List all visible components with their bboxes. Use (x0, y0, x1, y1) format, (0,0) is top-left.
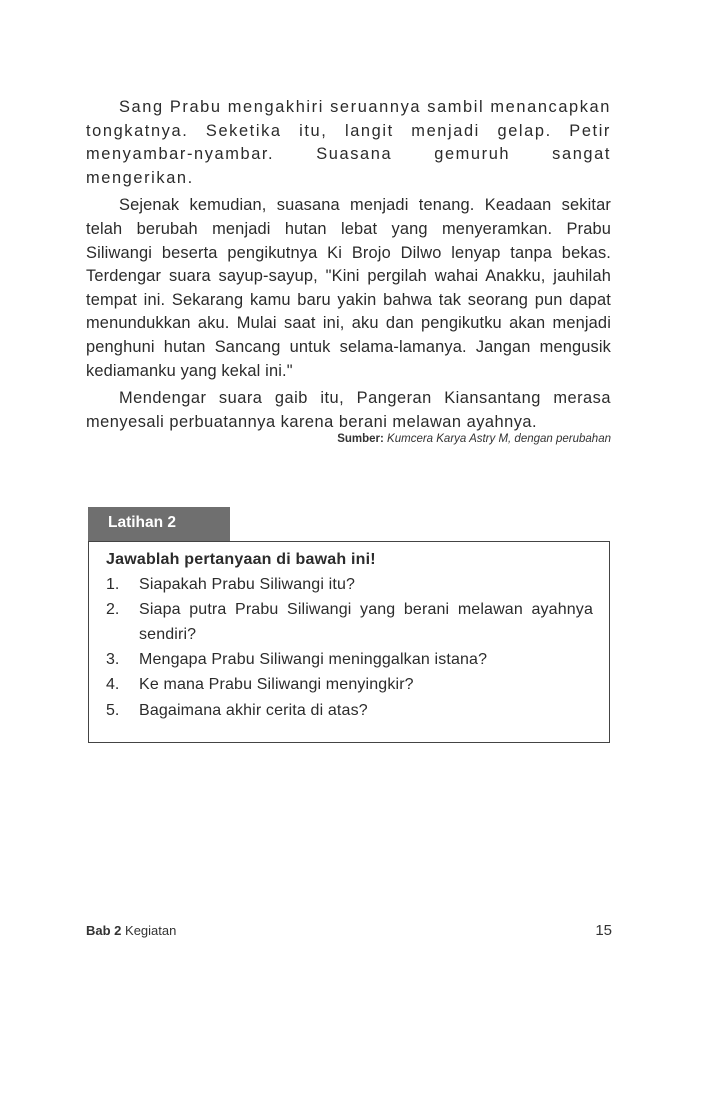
story-paragraph-3: Mendengar suara gaib itu, Pangeran Kiansantang merasa menyesali perbuatannya karena berani melawan ayahnya. (86, 389, 611, 431)
question-list (106, 573, 593, 724)
exercise-instruction: Jawablah pertanyaan di bawah ini! (106, 551, 376, 568)
story-paragraph-1: Sang Prabu mengakhiri seruannya sambil menancapkan tongkatnya. Seketika itu, langit menjadi gelap. Petir menyambar-nyambar. Suasana gemuruh sangat mengerikan. (86, 98, 611, 187)
question-item (106, 673, 593, 698)
question-text: Ke mana Prabu Siliwangi menyingkir? (139, 676, 414, 694)
exercise-tab: Latihan 2 (88, 507, 230, 541)
question-number: 3. (106, 650, 120, 668)
question-number: 2. (106, 600, 120, 618)
exercise-box (88, 541, 610, 743)
story-text (86, 96, 611, 438)
question-item (106, 598, 593, 647)
question-number: 1. (106, 575, 120, 593)
question-item (106, 699, 593, 724)
question-text: Mengapa Prabu Siliwangi meninggalkan istana? (139, 650, 488, 668)
question-item (106, 648, 593, 673)
question-number: 4. (106, 676, 120, 694)
source-label: Sumber: (337, 433, 384, 445)
question-item (106, 573, 593, 598)
source-citation (337, 433, 611, 445)
chapter-number: Bab 2 (86, 923, 122, 938)
question-text: Bagaimana akhir cerita di atas? (139, 701, 368, 719)
question-text: Siapa putra Prabu Siliwangi yang berani melawan ayahnya sendiri? (139, 600, 593, 643)
page-number: 15 (595, 922, 612, 939)
chapter-footer (86, 923, 176, 938)
story-paragraph-2: Sejenak kemudian, suasana menjadi tenang. Keadaan sekitar telah berubah menjadi hutan lebat yang menyeramkan. Prabu Siliwangi beserta pengikutnya Ki Brojo Dilwo lenyap tanpa bekas. Terdengar suara sayup-sayup, "Kini pergilah wahai Anakku, jauhilah tempat ini. Sekarang kamu baru yakin bahwa tak seorang pun dapat menundukkan aku. Mulai saat ini, aku dan pengikutku akan menjadi penghuni hutan Sancang untuk selama-lamanya. Jangan mengusik kediamanku yang kekal ini." (86, 196, 611, 380)
chapter-title: Kegiatan (125, 923, 177, 938)
question-text: Siapakah Prabu Siliwangi itu? (139, 575, 356, 593)
source-text: Kumcera Karya Astry M, dengan perubahan (387, 433, 611, 445)
question-number: 5. (106, 701, 120, 719)
